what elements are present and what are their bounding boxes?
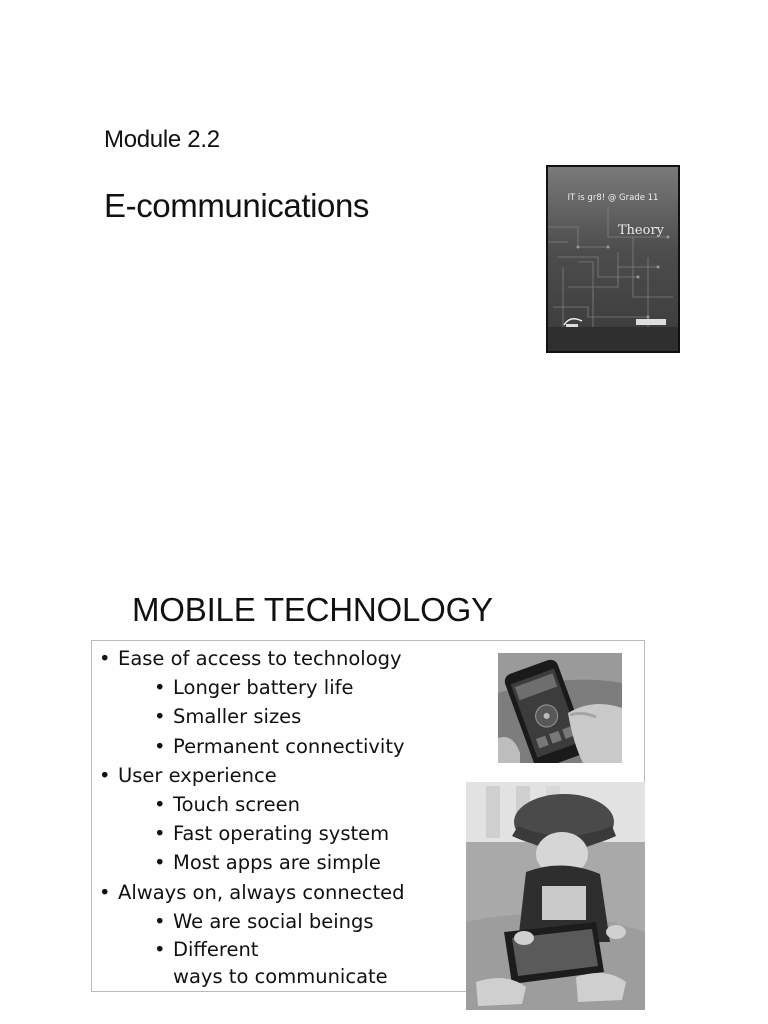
sub-bullet-item: • Permanent connectivity [151, 732, 405, 761]
sub-bullet-item: • Smaller sizes [151, 702, 405, 731]
smartphone-photo [498, 653, 622, 763]
sub-bullet-item: • We are social beings [151, 907, 405, 936]
sub-bullet-list [118, 907, 405, 990]
bullet-text: User experience [118, 763, 277, 787]
bullet-item [96, 761, 405, 878]
slide1-titles [104, 124, 369, 226]
sub-bullet-list [118, 790, 405, 878]
sub-bullet-item [151, 936, 405, 990]
book-cover-subtitle: Theory [617, 223, 664, 238]
bullet-item [96, 644, 405, 761]
book-cover-image [546, 165, 680, 353]
smartphone-illustration [498, 653, 622, 763]
publisher-logo-icon [562, 315, 584, 329]
sub-bullet-line: Different [173, 938, 259, 962]
bullet-text: Ease of access to technology [118, 647, 402, 670]
section-title: MOBILE TECHNOLOGY [132, 591, 493, 628]
book-cover-title: IT is gr8! @ Grade 11 [567, 193, 659, 203]
sub-bullet-item: • Most apps are simple [151, 848, 405, 877]
sub-bullet-item: • Longer battery life [151, 673, 405, 702]
child-tablet-illustration [466, 782, 645, 1010]
bullet-list [96, 644, 405, 990]
sub-bullet-item: • Fast operating system [151, 819, 405, 848]
child-with-tablet-photo [466, 782, 645, 1010]
sub-bullet-list [118, 673, 405, 761]
sub-bullet-line: ways to communicate [173, 965, 388, 989]
sub-bullet-item: • Touch screen [151, 790, 405, 819]
bullet-item [96, 878, 405, 990]
bullet-text: Always on, always connected [118, 880, 405, 904]
module-label: Module 2.2 [104, 126, 220, 153]
slide-title: E-communications [104, 187, 370, 224]
author-tag [636, 319, 666, 325]
